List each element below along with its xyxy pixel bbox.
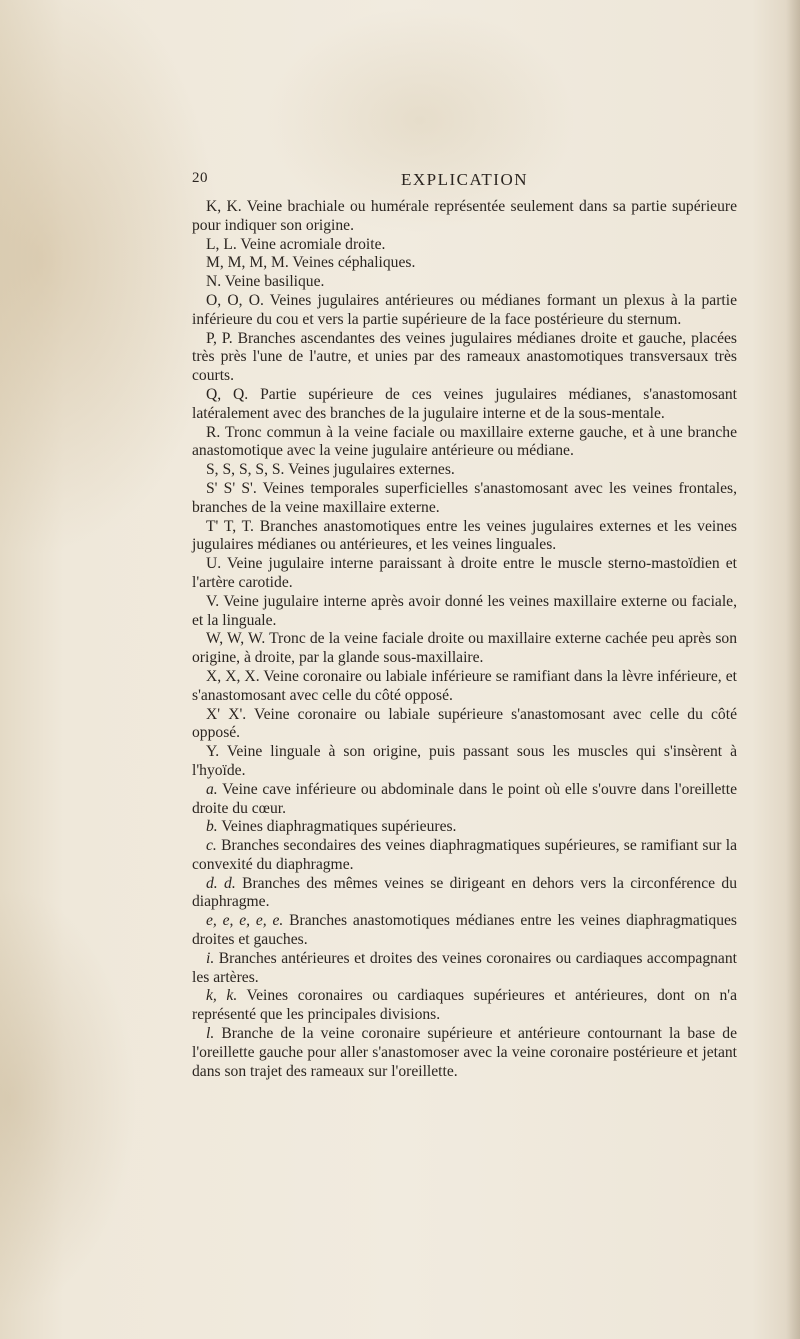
legend-entry-label: U. <box>206 555 222 573</box>
legend-entry-text: Veine basilique. <box>224 273 325 291</box>
legend-entry <box>192 743 737 781</box>
legend-entry-label: W, W, W. <box>206 630 266 648</box>
legend-entry-text: Veine brachiale ou humérale représentée seulement dans sa partie supérieure pour indiquer son origine. <box>192 198 737 234</box>
legend-entry <box>192 236 737 255</box>
legend-entry-label: S' S' S'. <box>206 479 257 497</box>
legend-entry <box>192 950 737 988</box>
legend-entry-text: Branches secondaires des veines diaphragmatiques supérieures, se ramifiant sur la convexité du diaphragme. <box>192 837 737 873</box>
legend-entry-text: Branche de la veine coronaire supérieure et antérieure contournant la base de l'oreillette gauche pour aller s'anastomoser avec la veine coronaire postérieure et jetant dans son trajet des rameaux sur l'oreillette. <box>192 1025 737 1080</box>
legend-entry-label: i. <box>206 949 215 967</box>
legend-entry-label: T' T, T. <box>206 517 254 535</box>
legend-entry-label: Y. <box>206 743 220 761</box>
legend-entry-text: Tronc commun à la veine faciale ou maxillaire externe gauche, et à une branche anastomotique avec la veine jugulaire antérieure ou médiane. <box>192 423 737 460</box>
legend-entry-text: Veines diaphragmatiques supérieures. <box>221 818 457 836</box>
legend-entry <box>192 781 737 819</box>
legend-entry <box>192 593 737 631</box>
legend-entry <box>192 837 737 875</box>
legend-entry <box>192 706 737 744</box>
legend-entry-text: Veines jugulaires externes. <box>288 461 455 479</box>
legend-entries <box>192 198 737 1081</box>
legend-entry <box>192 480 737 518</box>
legend-entry-text: Branches ascendantes des veines jugulaires médianes droite et gauche, placées très près l'une de l'autre, et unies par des rameaux anastomotiques transversaux très courts. <box>192 329 737 385</box>
legend-entry-text: Branches des mêmes veines se dirigeant en dehors vers la circonférence du diaphragme. <box>192 874 737 911</box>
legend-entry-label: M, M, M, M. <box>206 254 289 272</box>
legend-entry <box>192 330 737 386</box>
legend-entry-label: S, S, S, S, S. <box>206 461 285 479</box>
legend-entry-label: N. <box>206 273 222 291</box>
legend-entry-label: R. <box>206 423 221 441</box>
legend-entry <box>192 987 737 1025</box>
legend-entry <box>192 273 737 292</box>
legend-entry <box>192 424 737 462</box>
legend-entry-label: Q, Q. <box>206 385 249 403</box>
legend-entry-label: l. <box>206 1025 215 1043</box>
legend-entry <box>192 668 737 706</box>
legend-entry-label: P, P. <box>206 329 233 347</box>
running-title: EXPLICATION <box>401 170 528 189</box>
legend-entry-text: Branches anastomotiques entre les veines jugulaires externes et les veines jugulaires médianes ou antérieures, et les veines linguales. <box>192 517 737 554</box>
legend-entry-text: Veines temporales superficielles s'anastomosant avec les veines frontales, branches de la veine maxillaire externe. <box>192 479 737 516</box>
legend-entry-text: Veine coronaire ou labiale supérieure s'anastomosant avec celle du côté opposé. <box>192 705 737 742</box>
legend-entry-label: c. <box>206 837 217 855</box>
legend-entry <box>192 386 737 424</box>
legend-entry <box>192 875 737 913</box>
legend-entry <box>192 555 737 593</box>
legend-entry <box>192 461 737 480</box>
legend-entry-text: Veine linguale à son origine, puis passant sous les muscles qui s'insèrent à l'hyoïde. <box>192 743 737 779</box>
page-header <box>192 170 737 194</box>
legend-entry-text: Veine jugulaire interne paraissant à droite entre le muscle sterno-mastoïdien et l'artère carotide. <box>192 555 737 591</box>
page-number: 20 <box>192 170 208 186</box>
legend-entry-label: K, K. <box>206 198 242 215</box>
legend-entry-text: Branches anastomotiques médianes entre les veines diaphragmatiques droites et gauches. <box>192 912 737 949</box>
legend-entry-label: e, e, e, e, e. <box>206 912 284 930</box>
page-edge-shadow <box>786 0 800 1339</box>
legend-entry <box>192 1025 737 1081</box>
legend-entry-text: Veine cave inférieure ou abdominale dans le point où elle s'ouvre dans l'oreillette droite du cœur. <box>192 780 737 817</box>
legend-entry <box>192 912 737 950</box>
legend-entry-text: Veine jugulaire interne après avoir donné les veines maxillaire externe ou faciale, et la linguale. <box>192 592 737 629</box>
legend-entry-label: X, X, X. <box>206 667 260 685</box>
legend-entry-label: L, L. <box>206 235 237 253</box>
legend-entry-text: Branches antérieures et droites des veines coronaires ou cardiaques accompagnant les artères. <box>192 949 737 986</box>
legend-entry-label: k, k. <box>206 987 238 1005</box>
legend-entry <box>192 630 737 668</box>
legend-entry <box>192 292 737 330</box>
legend-entry-text: Veine acromiale droite. <box>240 235 386 253</box>
legend-entry-label: O, O, O. <box>206 291 264 309</box>
legend-entry-text: Veines céphaliques. <box>292 254 416 272</box>
legend-entry-text: Partie supérieure de ces veines jugulaires médianes, s'anastomosant latéralement avec des branches de la jugulaire interne et de la sous-mentale. <box>192 385 738 422</box>
legend-entry-label: V. <box>206 592 220 610</box>
legend-entry <box>192 518 737 556</box>
legend-entry-label: a. <box>206 780 218 798</box>
legend-entry-text: Veines coronaires ou cardiaques supérieures et antérieures, dont on n'a représenté que les principales divisions. <box>192 987 737 1024</box>
legend-entry-label: X' X'. <box>206 705 247 723</box>
legend-entry-text: Veines jugulaires antérieures ou médianes formant un plexus à la partie inférieure du cou et vers la partie supérieure de la face postérieure du sternum. <box>192 291 737 328</box>
legend-entry-label: d. d. <box>206 874 236 892</box>
legend-entry <box>192 818 737 837</box>
legend-entry-text: Veine coronaire ou labiale inférieure se ramifiant dans la lèvre inférieure, et s'anastomosant avec celle du côté opposé. <box>192 667 737 704</box>
legend-entry <box>192 254 737 273</box>
legend-entry <box>192 198 737 236</box>
legend-entry-text: Tronc de la veine faciale droite ou maxillaire externe cachée peu après son origine, à droite, par la glande sous-maxillaire. <box>192 630 737 667</box>
legend-entry-label: b. <box>206 818 218 836</box>
